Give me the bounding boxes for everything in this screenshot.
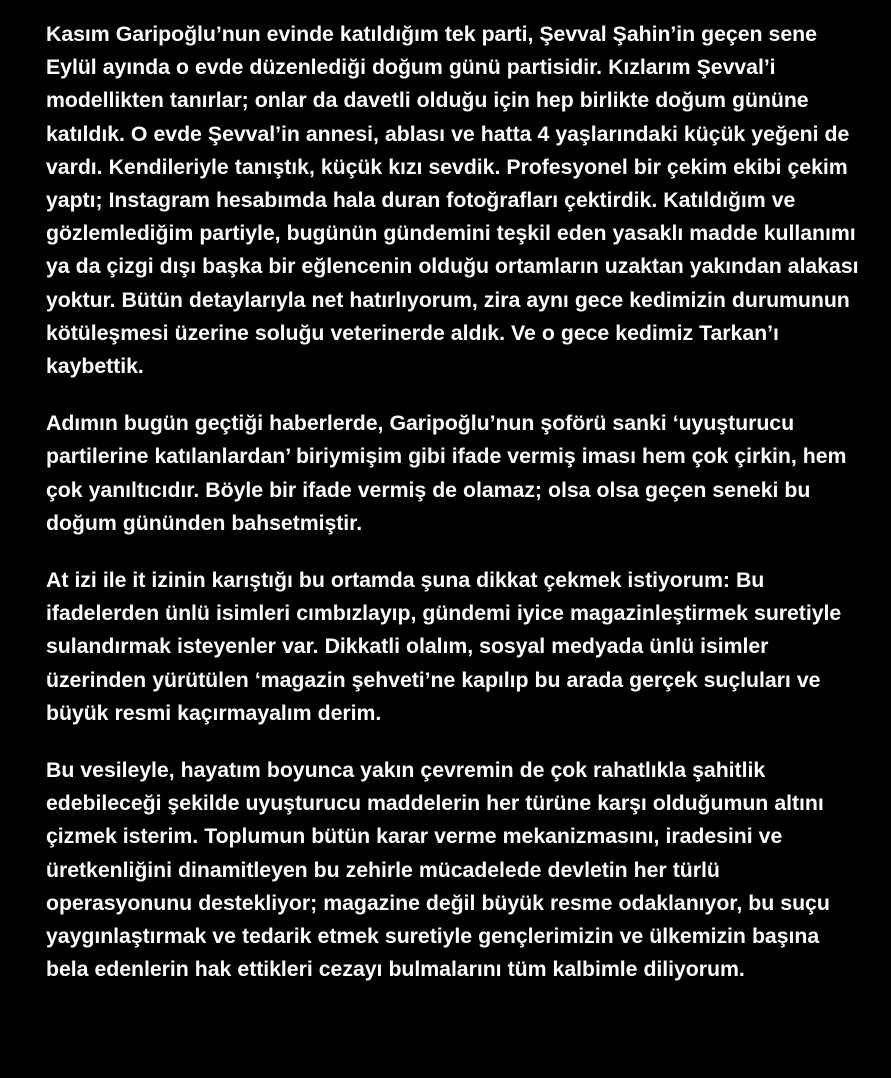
statement-paragraph-1: Kasım Garipoğlu’nun evinde katıldığım tek parti, Şevval Şahin’in geçen sene Eylül ayında o evde düzenlediği doğum günü partisidir. Kızlarım Şevval’i modellikten tanırlar; onlar da davetli olduğu için hep birlikte doğum gününe katıldık. O evde Şevval’in annesi, ablası ve hatta 4 yaşlarındaki küçük yeğeni de vardı. Kendileriyle tanıştık, küçük kızı sevdik. Profesyonel bir çekim ekibi çekim yaptı; Instagram hesabımda hala duran fotoğrafları çektirdik. Katıldığım ve gözlemlediğim partiyle, bugünün gündemini teşkil eden yasaklı madde kullanımı ya da çizgi dışı başka bir eğlencenin olduğu ortamların uzaktan yakından alakası yoktur. Bütün detaylarıyla net hatırlıyorum, zira aynı gece kedimizin durumunun kötüleşmesi üzerine soluğu veterinerde aldık. Ve o gece kedimiz Tarkan’ı kaybettik.: [46, 22, 859, 379]
statement-paragraph-2: Adımın bugün geçtiği haberlerde, Garipoğlu’nun şoförü sanki ‘uyuşturucu partilerine katılanlardan’ biriymişim gibi ifade vermiş iması hem çok çirkin, hem çok yanıltıcıdır. Böyle bir ifade vermiş de olamaz; olsa olsa geçen seneki bu doğum gününden bahsetmiştir.: [46, 411, 847, 535]
statement-paragraph-3: At izi ile it izinin karıştığı bu ortamda şuna dikkat çekmek istiyorum: Bu ifadelerden ünlü isimleri cımbızlayıp, gündemi iyice magazinleştirmek suretiyle sulandırmak isteyenler var. Dikkatli olalım, sosyal medyada ünlü isimler üzerinden yürütülen ‘magazin şehveti’ne kapılıp bu arada gerçek suçluları ve büyük resmi kaçırmayalım derim.: [46, 568, 842, 725]
statement-body: [46, 18, 865, 986]
statement-paragraph-4: Bu vesileyle, hayatım boyunca yakın çevremin de çok rahatlıkla şahitlik edebileceği şekilde uyuşturucu maddelerin her türüne karşı olduğumun altını çizmek isterim. Toplumun bütün karar verme mekanizmasını, iradesini ve üretkenliğini dinamitleyen bu zehirle mücadelede devletin her türlü operasyonunu destekliyor; magazine değil büyük resme odaklanıyor, bu suçu yaygınlaştırmak ve tedarik etmek suretiyle gençlerimizin ve ülkemizin başına bela edenlerin hak ettikleri cezayı bulmalarını tüm kalbimle diliyorum.: [46, 758, 830, 982]
